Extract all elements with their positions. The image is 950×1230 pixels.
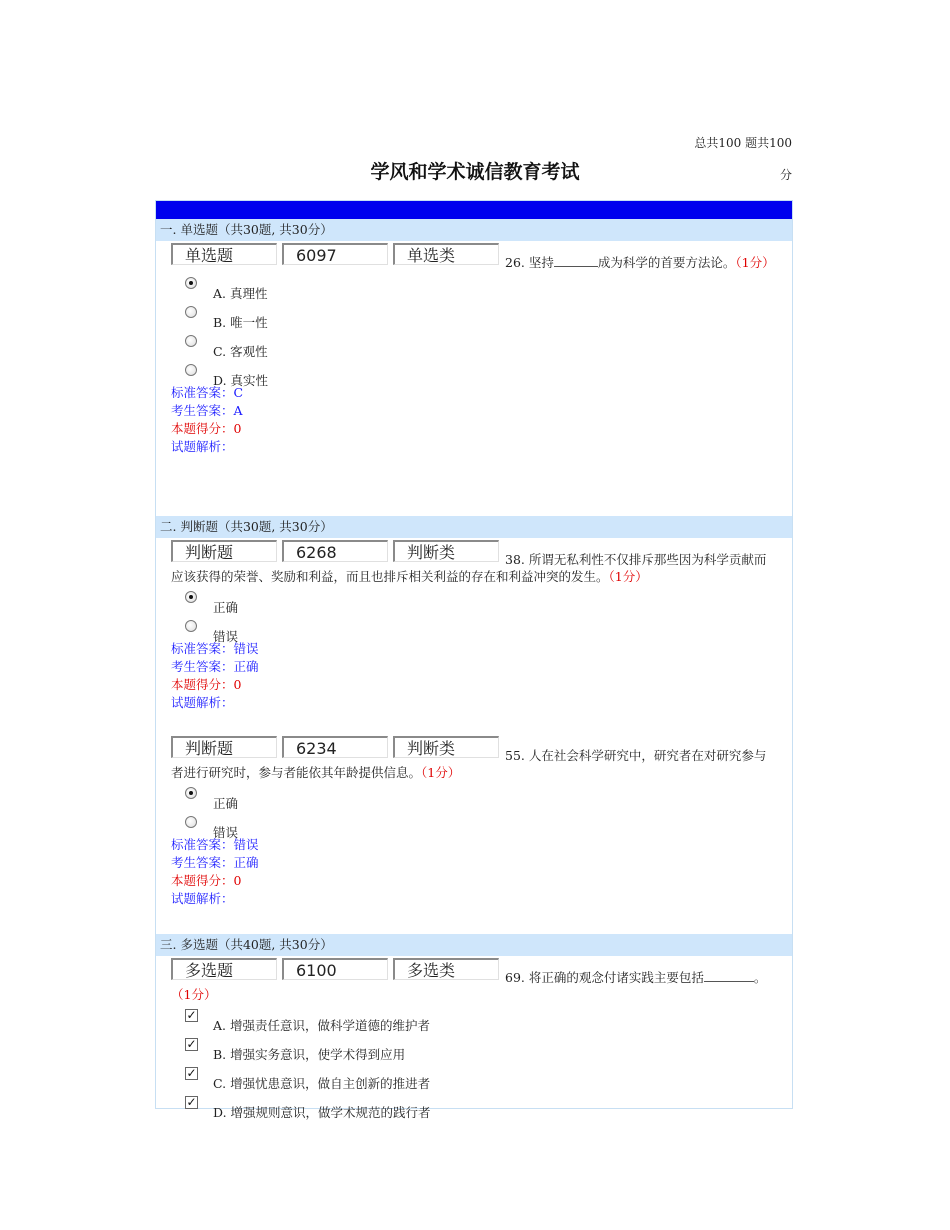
radio-icon[interactable] (185, 335, 197, 347)
checkbox-checked-icon[interactable]: ✓ (186, 1008, 197, 1022)
question-analysis: 试题解析： (171, 439, 234, 454)
option-a[interactable]: ✓ A. 增强责任意识，做科学道德的维护者 (186, 1008, 430, 1033)
question-tags (171, 736, 504, 758)
question-69 (156, 956, 792, 1121)
option-b[interactable]: B. 唯一性 (185, 302, 778, 331)
standard-answer: 标准答案：错误 (171, 837, 259, 852)
question-analysis: 试题解析： (171, 695, 234, 710)
exam-container (155, 200, 793, 1120)
radio-selected-icon[interactable] (185, 787, 197, 799)
option-true[interactable]: 正确 (185, 783, 778, 812)
question-text: 26. 坚持 成为科学的首要方法论。（1分） (505, 255, 775, 270)
radio-icon[interactable] (185, 620, 197, 632)
option-list (185, 273, 778, 388)
answer-info (171, 384, 778, 456)
question-score: 本题得分：0 (171, 421, 242, 436)
option-list (185, 783, 778, 840)
question-category-tag: 判断类 (393, 540, 499, 562)
option-list (185, 587, 778, 644)
question-38 (156, 538, 792, 734)
radio-selected-icon[interactable] (185, 277, 197, 289)
option-false[interactable]: 错误 (185, 812, 778, 836)
question-id-tag: 6234 (282, 736, 388, 758)
option-d[interactable]: D. 真实性 (185, 360, 778, 384)
option-true[interactable]: 正确 (185, 587, 778, 616)
question-tags (171, 958, 504, 980)
score-total: 总共100 题共100 (694, 136, 792, 150)
header-bar (156, 201, 792, 219)
question-score: 本题得分：0 (171, 873, 242, 888)
fill-blank (704, 970, 754, 982)
question-category-tag: 判断类 (393, 736, 499, 758)
standard-answer: 标准答案：错误 (171, 641, 259, 656)
option-c[interactable]: ✓ C. 增强忧患意识，做自主创新的推进者 (186, 1066, 431, 1091)
option-list (185, 1005, 778, 1121)
checkbox-checked-icon[interactable]: ✓ (186, 1037, 197, 1051)
option-a[interactable]: A. 真理性 (185, 273, 778, 302)
option-c[interactable]: C. 客观性 (185, 331, 778, 360)
question-analysis: 试题解析： (171, 891, 234, 906)
radio-icon[interactable] (185, 816, 197, 828)
question-points: （1分） (608, 569, 648, 584)
section-heading-true-false: 二. 判断题（共30题, 共30分） (156, 516, 792, 538)
student-answer: 考生答案：正确 (171, 855, 259, 870)
radio-selected-icon[interactable] (185, 591, 197, 603)
question-tags (171, 243, 504, 265)
standard-answer: 标准答案：C (171, 385, 244, 400)
question-id-tag: 6100 (282, 958, 388, 980)
question-category-tag: 单选类 (393, 243, 499, 265)
section-heading-multiple-choice: 三. 多选题（共40题, 共30分） (156, 934, 792, 956)
page-title: 学风和学术诚信教育考试 (370, 161, 580, 183)
question-id-tag: 6268 (282, 540, 388, 562)
question-text: 55. 人在社会科学研究中，研究者在对研究参与者进行研究时，参与者能依其年龄提供信息。（1分） (171, 748, 767, 780)
question-type-tag: 判断题 (171, 540, 277, 562)
question-55 (156, 734, 792, 934)
student-answer: 考生答案：正确 (171, 659, 259, 674)
question-id-tag: 6097 (282, 243, 388, 265)
question-text: 38. 所谓无私利性不仅排斥那些因为科学贡献而应该获得的荣誉、奖励和利益，而且也排斥相关利益的存在和利益冲突的发生。（1分） (171, 552, 767, 584)
checkbox-checked-icon[interactable]: ✓ (186, 1095, 197, 1109)
radio-icon[interactable] (185, 364, 197, 376)
option-false[interactable]: 错误 (185, 616, 778, 640)
question-type-tag: 多选题 (171, 958, 277, 980)
question-points: （1分） (735, 255, 775, 270)
question-type-tag: 单选题 (171, 243, 277, 265)
question-26 (156, 241, 792, 516)
score-unit: 分 (780, 168, 793, 182)
student-answer: 考生答案：A (171, 403, 243, 418)
option-b[interactable]: ✓ B. 增强实务意识，使学术得到应用 (186, 1037, 406, 1062)
answer-info (171, 640, 778, 712)
radio-icon[interactable] (185, 306, 197, 318)
answer-info (171, 836, 778, 908)
question-text: 69. 将正确的观念付诸实践主要包括 。（1分） (171, 970, 767, 1002)
question-tags (171, 540, 504, 562)
section-heading-single-choice: 一. 单选题（共30题, 共30分） (156, 219, 792, 241)
question-category-tag: 多选类 (393, 958, 499, 980)
question-points: （1分） (171, 987, 217, 1002)
checkbox-checked-icon[interactable]: ✓ (186, 1066, 197, 1080)
option-d[interactable]: ✓ D. 增强规则意识，做学术规范的践行者 (186, 1095, 431, 1120)
question-type-tag: 判断题 (171, 736, 277, 758)
fill-blank (554, 255, 598, 267)
question-score: 本题得分：0 (171, 677, 242, 692)
question-points: （1分） (421, 765, 461, 780)
